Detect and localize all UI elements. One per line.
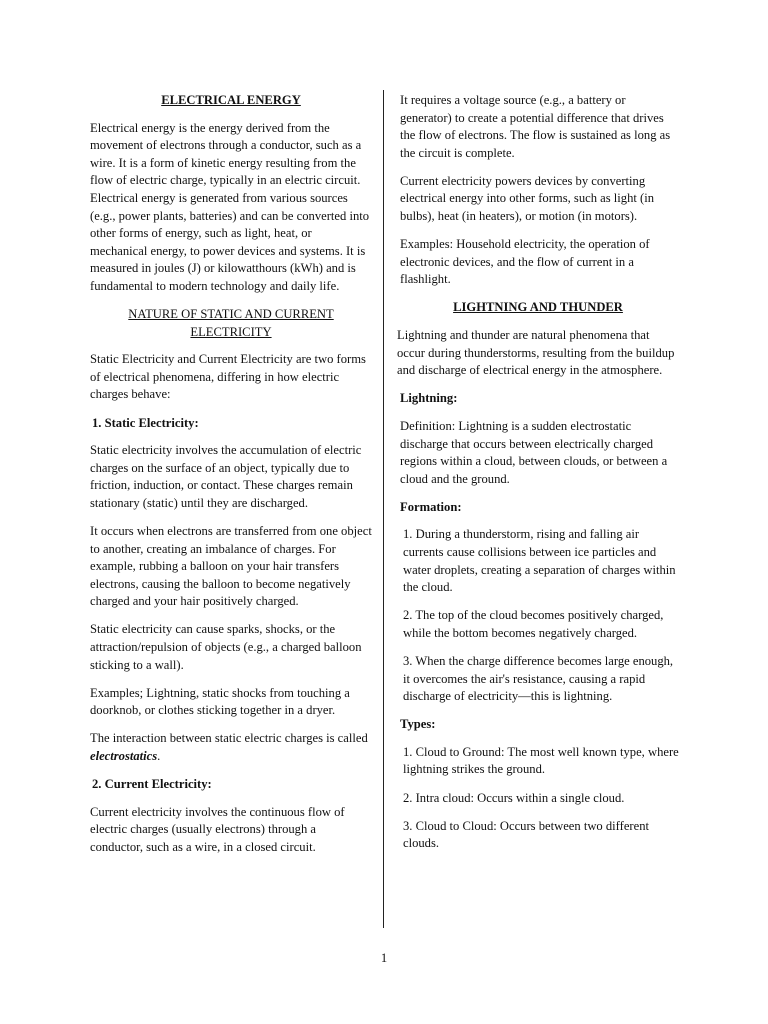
section-title-lightning-thunder: LIGHTNING AND THUNDER [453,300,623,315]
type-item-3: 3. Cloud to Cloud: Occurs between two different clouds. [403,818,649,851]
section-title-electrical-energy: ELECTRICAL ENERGY [161,93,301,107]
paragraph-current-3: Current electricity powers devices by converting electrical energy into other forms, such as light (in bulbs), heat (in heaters), or motion (in motors). [400,173,655,224]
page-number: 1 [380,951,388,965]
type-item-1: 1. Cloud to Ground: The most well known type, where lightning strikes the ground. [403,744,679,777]
section-title-nature: NATURE OF STATIC AND CURRENT ELECTRICITY [128,307,334,339]
label-types: Types: [400,717,436,732]
term-electrostatics: electrostatics [90,749,158,763]
paragraph-nature-intro: Static Electricity and Current Electricity are two forms of electrical phenomena, differing in how electric charges behave: [90,352,366,402]
static-5-suffix: . [157,749,161,763]
formation-step-1: 1. During a thunderstorm, rising and falling air currents cause collisions between ice particles and water droplets, creating a separation of charges within the cloud. [403,527,676,595]
paragraph-static-5 [90,730,372,765]
paragraph-intro: Electrical energy is the energy derived from the movement of electrons through a conductor, such as a wire. It is a form of kinetic energy resulting from the flow of electric charge, typically in an electric circuit. Electrical energy is generated from various sources (e.g., power plants, batteries) and can be converted into other forms of energy, such as light, heat, or mechanical energy, to power devices and systems. It is measured in joules (J) or kilowatthours (kWh) and is fundamental to modern technology and daily life. [90,120,370,293]
paragraph-current-4: Examples: Household electricity, the operation of electronic devices, and the flow of current in a flashlight. [400,237,650,287]
paragraph-current-2: It requires a voltage source (e.g., a battery or generator) to create a potential difference that drives the flow of electrons. The flow is sustained as long as the circuit is complete. [400,93,671,160]
static-5-prefix: The interaction between static electric charges is called [90,731,368,746]
formation-step-3: 3. When the charge difference becomes large enough, it overcomes the air's resistance, causing a rapid discharge of electricity—this is lightning. [403,653,674,704]
paragraph-static-2: It occurs when electrons are transferred from one object to another, creating an imbalance of charges. For example, rubbing a balloon on your hair transfers electrons, causing the balloon to become negatively charged and your hair positively charged. [90,523,372,609]
paragraph-lightning-intro: Lightning and thunder are natural phenomena that occur during thunderstorms, resulting from the buildup and discharge of electrical energy in the atmosphere. [397,328,675,378]
subheading-current-electricity: 2. Current Electricity: [92,777,212,792]
paragraph-definition: Definition: Lightning is a sudden electrostatic discharge that occurs between electrically charged regions within a cloud, between clouds, or between a cloud and the ground. [400,418,668,486]
left-column [90,92,372,867]
subheading-static-electricity: 1. Static Electricity: [92,415,199,430]
formation-step-2: 2. The top of the cloud becomes positively charged, while the bottom becomes negatively charged. [403,608,664,640]
column-divider [383,90,384,928]
type-item-2: 2. Intra cloud: Occurs within a single cloud. [403,790,625,805]
label-lightning: Lightning: [400,391,458,406]
paragraph-static-4: Examples; Lightning, static shocks from touching a doorknob, or clothes sticking together in a dryer. [90,685,350,718]
label-formation: Formation: [400,499,462,514]
paragraph-static-1: Static electricity involves the accumulation of electric charges on the surface of an object, typically due to friction, induction, or contact. These charges remain stationary (static) until they are discharged. [90,443,362,510]
paragraph-static-3: Static electricity can cause sparks, shocks, or the attraction/repulsion of objects (e.g., a charged balloon sticking to a wall). [90,622,362,672]
paragraph-current-1: Current electricity involves the continuous flow of electric charges (usually electrons) through a conductor, such as a wire, in a closed circuit. [90,804,345,854]
right-column [397,92,679,863]
